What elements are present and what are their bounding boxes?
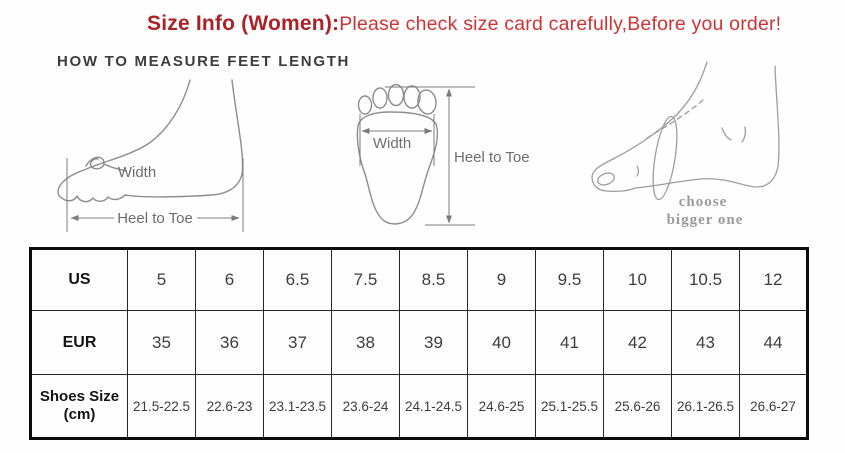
row-header-cm: Shoes Size (cm) xyxy=(31,375,128,439)
size-cell: 38 xyxy=(332,311,400,375)
foot-girth-diagram xyxy=(585,58,815,238)
size-cell: 36 xyxy=(196,311,264,375)
title-heading: Size Info (Women): xyxy=(147,12,340,35)
side-foot-diagram xyxy=(40,76,300,240)
size-cell: 26.1-26.5 xyxy=(672,375,740,439)
size-cell: 39 xyxy=(400,311,468,375)
footprint-width-measure xyxy=(360,114,434,166)
size-cell: 23.1-23.5 xyxy=(264,375,332,439)
size-cell: 44 xyxy=(740,311,808,375)
girth-measure-ellipse xyxy=(649,115,682,201)
footprint-diagram xyxy=(350,74,550,238)
size-cell: 9 xyxy=(468,249,536,311)
size-cell: 37 xyxy=(264,311,332,375)
size-cell: 42 xyxy=(604,311,672,375)
size-cell: 21.5-22.5 xyxy=(128,375,196,439)
row-header-eur: EUR xyxy=(31,311,128,375)
size-cell: 25.6-26 xyxy=(604,375,672,439)
side-width-label: Width xyxy=(117,164,157,181)
girth-note-line1: choose xyxy=(678,194,728,210)
size-cell: 10.5 xyxy=(672,249,740,311)
size-cell: 24.1-24.5 xyxy=(400,375,468,439)
size-cell: 24.6-25 xyxy=(468,375,536,439)
table-row-cm xyxy=(31,375,808,439)
page-title xyxy=(147,11,781,36)
size-cell: 12 xyxy=(740,249,808,311)
size-cell: 43 xyxy=(672,311,740,375)
size-cell: 25.1-25.5 xyxy=(536,375,604,439)
size-conversion-table xyxy=(29,247,809,440)
size-cell: 9.5 xyxy=(536,249,604,311)
size-cell: 7.5 xyxy=(332,249,400,311)
size-cell: 6 xyxy=(196,249,264,311)
footprint-outline xyxy=(357,85,437,224)
foot-side-outline xyxy=(58,80,243,202)
row-header-us: US xyxy=(31,249,128,311)
title-warning: Please check size card carefully,Before you order! xyxy=(339,13,782,35)
size-cell: 26.6-27 xyxy=(740,375,808,439)
size-cell: 5 xyxy=(128,249,196,311)
footprint-length-measure xyxy=(385,87,530,225)
size-cell: 40 xyxy=(468,311,536,375)
table-row-us xyxy=(31,249,808,311)
measure-instructions-heading: HOW TO MEASURE FEET LENGTH xyxy=(57,53,351,70)
table-row-eur xyxy=(31,311,808,375)
size-cell: 10 xyxy=(604,249,672,311)
size-cell: 23.6-24 xyxy=(332,375,400,439)
side-length-label: Heel to Toe xyxy=(117,210,193,227)
size-cell: 8.5 xyxy=(400,249,468,311)
girth-foot-outline xyxy=(592,62,779,191)
footprint-width-label: Width xyxy=(372,135,412,152)
girth-note-line2: bigger one xyxy=(666,212,744,228)
footprint-length-label: Heel to Toe xyxy=(454,149,530,166)
size-cell: 22.6-23 xyxy=(196,375,264,439)
size-cell: 41 xyxy=(536,311,604,375)
size-cell: 35 xyxy=(128,311,196,375)
size-cell: 6.5 xyxy=(264,249,332,311)
